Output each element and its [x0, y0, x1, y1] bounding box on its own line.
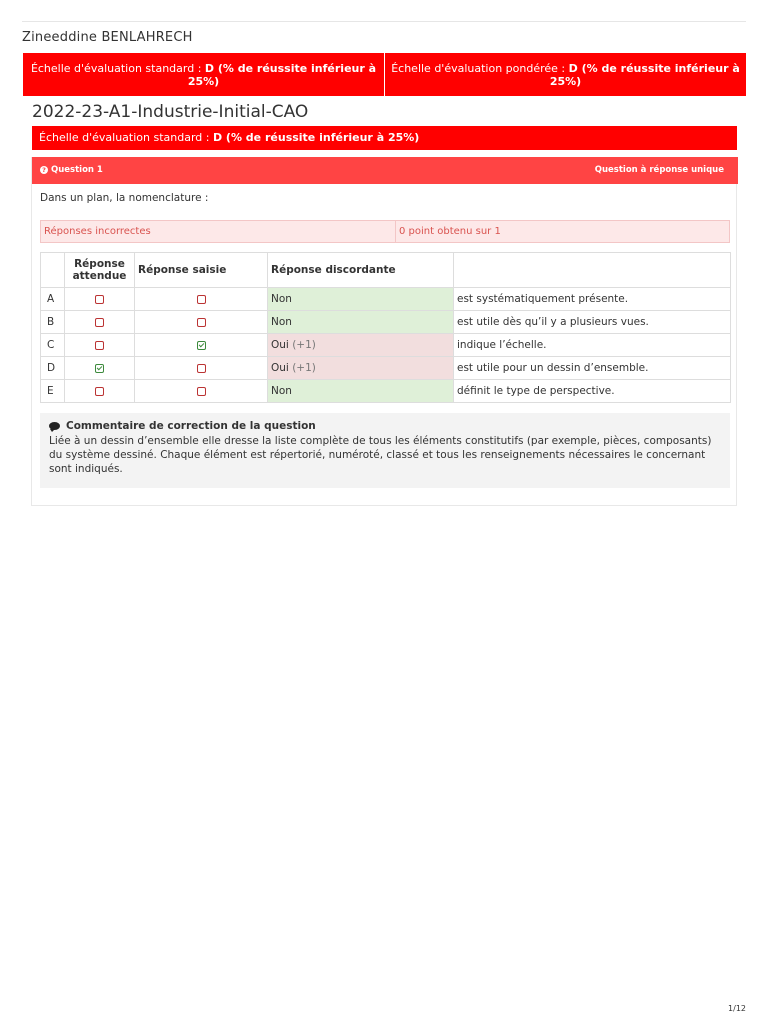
discordant-value: Oui — [271, 362, 289, 374]
discordant-points: (+1) — [292, 339, 316, 351]
expected-cell — [65, 357, 135, 380]
table-row — [41, 357, 731, 380]
row-letter: E — [41, 380, 65, 403]
statement-cell: est systématiquement présente. — [454, 288, 731, 311]
unchecked-box-icon — [95, 318, 104, 327]
unchecked-box-icon — [197, 364, 206, 373]
expected-cell — [65, 380, 135, 403]
given-cell — [135, 380, 268, 403]
weighted-scale-label: Échelle d'évaluation pondérée : — [391, 62, 566, 75]
expected-cell — [65, 311, 135, 334]
checked-box-icon — [197, 341, 206, 350]
table-row — [41, 334, 731, 357]
unchecked-box-icon — [197, 387, 206, 396]
unchecked-box-icon — [197, 295, 206, 304]
correction-comment — [40, 413, 730, 488]
checked-box-icon — [95, 364, 104, 373]
question-type: Question à réponse unique — [594, 165, 724, 175]
statement-cell: indique l’échelle. — [454, 334, 731, 357]
discordant-cell — [268, 334, 454, 357]
table-row — [41, 380, 731, 403]
standard-scale-value: D (% de réussite inférieur à 25%) — [187, 62, 377, 88]
column-header-discordant: Réponse discordante — [268, 253, 454, 288]
discordant-value: Oui — [271, 339, 289, 351]
column-header-given: Réponse saisie — [135, 253, 268, 288]
row-letter: B — [41, 311, 65, 334]
row-letter: C — [41, 334, 65, 357]
table-header-row — [41, 253, 731, 288]
question-panel — [31, 157, 737, 506]
given-cell — [135, 334, 268, 357]
discordant-value: Non — [271, 385, 292, 397]
exam-title: 2022-23-A1-Industrie-Initial-CAO — [32, 102, 309, 122]
discordant-value: Non — [271, 316, 292, 328]
result-status: Réponses incorrectes — [41, 221, 396, 242]
discordant-cell — [268, 288, 454, 311]
table-row — [41, 288, 731, 311]
column-header-statement — [454, 253, 731, 288]
standard-scale-label: Échelle d'évaluation standard : — [30, 62, 202, 75]
question-number — [40, 165, 103, 175]
comment-body: Liée à un dessin d’ensemble elle dresse la liste complète de tous les éléments constitutifs (par exemple, pièces, composants) du système dessiné. Chaque élément est répertorié, numéroté, classé et tous les renseignements nécessaires le concernant sont indiqués. — [49, 435, 712, 475]
comment-bubble-icon — [49, 422, 60, 430]
result-points: 0 point obtenu sur 1 — [399, 226, 501, 237]
answers-table — [40, 252, 731, 403]
page-number: 1/12 — [728, 1004, 746, 1013]
question-circle-icon: ? — [40, 166, 48, 174]
comment-title-text: Commentaire de correction de la question — [66, 420, 316, 432]
discordant-value: Non — [271, 293, 292, 305]
standard-scale-cell — [23, 53, 384, 96]
unchecked-box-icon — [95, 341, 104, 350]
discordant-cell — [268, 380, 454, 403]
unchecked-box-icon — [95, 387, 104, 396]
discordant-cell — [268, 357, 454, 380]
unchecked-box-icon — [197, 318, 206, 327]
exam-scale-value: D (% de réussite inférieur à 25%) — [212, 131, 420, 144]
discordant-cell — [268, 311, 454, 334]
column-header-letter — [41, 253, 65, 288]
student-name: Zineeddine BENLAHRECH — [22, 30, 193, 45]
result-bar — [40, 220, 730, 243]
column-header-expected: Réponse attendue — [65, 253, 135, 288]
given-cell — [135, 311, 268, 334]
row-letter: A — [41, 288, 65, 311]
top-divider — [22, 21, 746, 22]
table-row — [41, 311, 731, 334]
weighted-scale-value: D (% de réussite inférieur à 25%) — [549, 62, 740, 88]
expected-cell — [65, 288, 135, 311]
evaluation-scales — [23, 53, 746, 96]
exam-scale-label: Échelle d'évaluation standard : — [39, 131, 210, 144]
statement-cell: est utile pour un dessin d’ensemble. — [454, 357, 731, 380]
question-text: Dans un plan, la nomenclature : — [40, 192, 209, 204]
statement-cell: est utile dès qu’il y a plusieurs vues. — [454, 311, 731, 334]
given-cell — [135, 288, 268, 311]
exam-scale-banner — [32, 126, 737, 150]
given-cell — [135, 357, 268, 380]
question-number-label: Question 1 — [51, 165, 103, 175]
statement-cell: définit le type de perspective. — [454, 380, 731, 403]
comment-title — [49, 420, 721, 432]
question-header — [32, 157, 738, 184]
expected-cell — [65, 334, 135, 357]
row-letter: D — [41, 357, 65, 380]
unchecked-box-icon — [95, 295, 104, 304]
weighted-scale-cell — [384, 53, 746, 96]
discordant-points: (+1) — [292, 362, 316, 374]
